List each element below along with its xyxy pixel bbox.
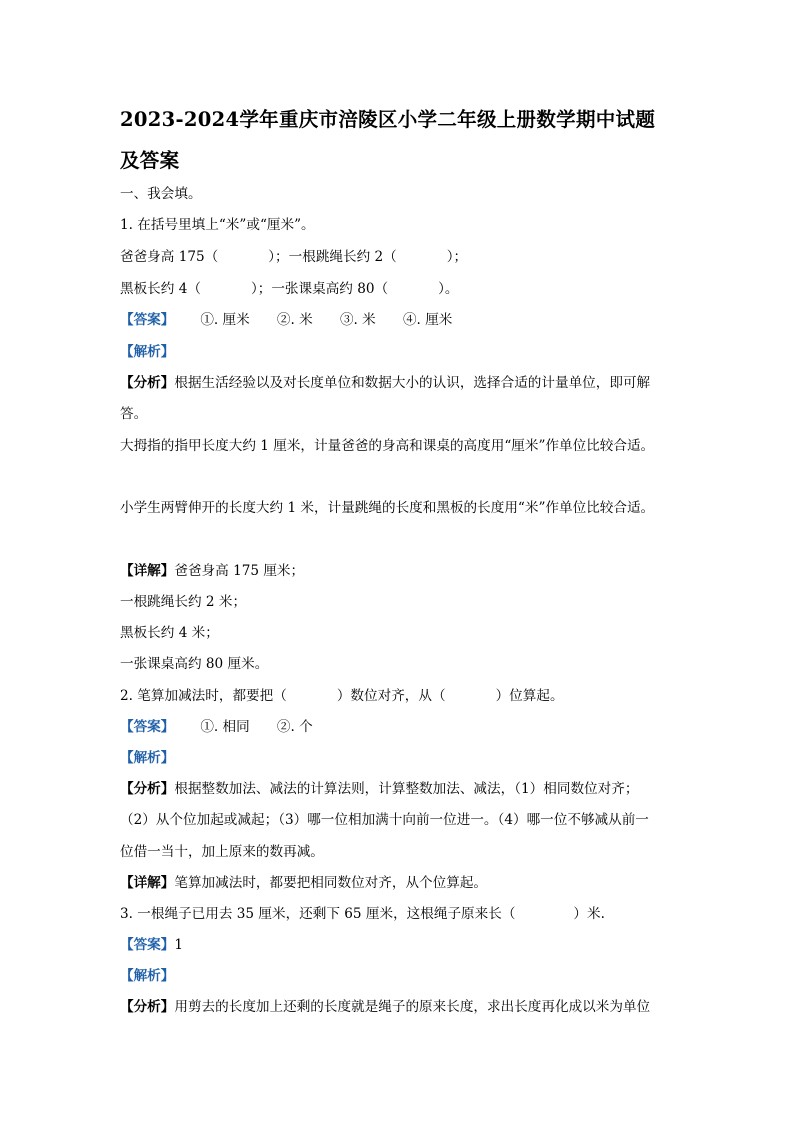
question-1-fenxi-cont: 答。 [120, 406, 148, 422]
answer-tag: 【答案】 [120, 719, 175, 735]
question-1-prompt: 1. 在括号里填上“米”或“厘米”。 [120, 217, 315, 233]
analysis-tag: 【解析】 [120, 968, 175, 984]
q2-prompt-part-b: ）数位对齐，从（ [336, 688, 446, 704]
question-2-prompt [120, 686, 564, 706]
question-3-prompt [120, 904, 605, 924]
question-1-paragraph-2: 小学生两臂伸开的长度大约 1 米，计量跳绳的长度和黑板的长度用“米”作单位比较合适。 [120, 500, 655, 516]
question-3-answer [120, 935, 183, 955]
question-1-detail [120, 561, 304, 581]
fenxi-tag: 【分析】 [120, 999, 175, 1015]
question-1-row-1 [120, 247, 467, 267]
detail-text: 爸爸身高 175 厘米； [174, 563, 305, 579]
q1-row1-part-c: ）； [446, 249, 468, 265]
answer-text: 1 [174, 937, 184, 953]
detail-tag: 【详解】 [120, 563, 175, 579]
detail-tag: 【详解】 [120, 875, 175, 891]
question-2-fenxi-cont-2: 位借一当十，加上原来的数再减。 [120, 844, 324, 860]
question-1-row-2 [120, 279, 459, 299]
q1-row1-part-b: ）；一根跳绳长约 2（ [268, 249, 397, 265]
fenxi-text: 根据整数加法、减法的计算法则，计算整数加法、减法，（1）相同数位对齐； [174, 781, 639, 797]
document-title-line2: 及答案 [120, 149, 180, 172]
fenxi-tag: 【分析】 [120, 781, 175, 797]
q1-row2-part-a: 黑板长约 4（ [120, 281, 201, 297]
answer-text: ①. 厘米 ②. 米 ③. 米 ④. 厘米 [200, 312, 453, 328]
q2-prompt-part-a: 2. 笔算加减法时，都要把（ [120, 688, 287, 704]
question-2-answer [120, 717, 313, 737]
q3-prompt-part-a: 3. 一根绳子已用去 35 厘米，还剩下 65 厘米，这根绳子原来长（ [120, 906, 516, 922]
section-heading: 一、我会填。 [120, 186, 202, 202]
analysis-tag: 【解析】 [120, 344, 175, 360]
question-2-detail [120, 873, 487, 893]
q1-row2-part-c: ）。 [438, 281, 459, 297]
question-1-detail-3: 黑板长约 4 米； [120, 625, 219, 641]
question-1-detail-2: 一根跳绳长约 2 米； [120, 594, 247, 610]
question-2-fenxi-cont-1: （2）从个位加起或减起；（3）哪一位相加满十向前一位进一。（4）哪一位不够减从前一 [120, 812, 649, 828]
fenxi-text: 根据生活经验以及对长度单位和数据大小的认识，选择合适的计量单位，即可解 [174, 375, 651, 391]
question-1-paragraph-1: 大拇指的指甲长度大约 1 厘米，计量爸爸的身高和课桌的高度用“厘米”作单位比较合适。 [120, 438, 655, 454]
detail-text: 笔算加减法时，都要把相同数位对齐，从个位算起。 [174, 875, 488, 891]
q3-prompt-part-b: ）米. [573, 906, 605, 922]
q1-row1-part-a: 爸爸身高 175（ [120, 249, 219, 265]
q2-prompt-part-c: ）位算起。 [495, 688, 564, 704]
analysis-tag: 【解析】 [120, 750, 175, 766]
fenxi-tag: 【分析】 [120, 375, 175, 391]
answer-tag: 【答案】 [120, 937, 175, 953]
fenxi-text: 用剪去的长度加上还剩的长度就是绳子的原来长度，求出长度再化成以米为单位 [174, 999, 651, 1015]
answer-tag: 【答案】 [120, 312, 175, 328]
question-1-fenxi [120, 373, 650, 393]
question-1-detail-4: 一张课桌高约 80 厘米。 [120, 656, 269, 672]
q1-row2-part-b: ）；一张课桌高约 80（ [250, 281, 389, 297]
question-2-fenxi [120, 779, 638, 799]
document-title-line1: 2023-2024学年重庆市涪陵区小学二年级上册数学期中试题 [120, 108, 656, 131]
answer-text: ①. 相同 ②. 个 [200, 719, 313, 735]
question-3-fenxi [120, 997, 650, 1017]
question-1-answer [120, 310, 452, 330]
